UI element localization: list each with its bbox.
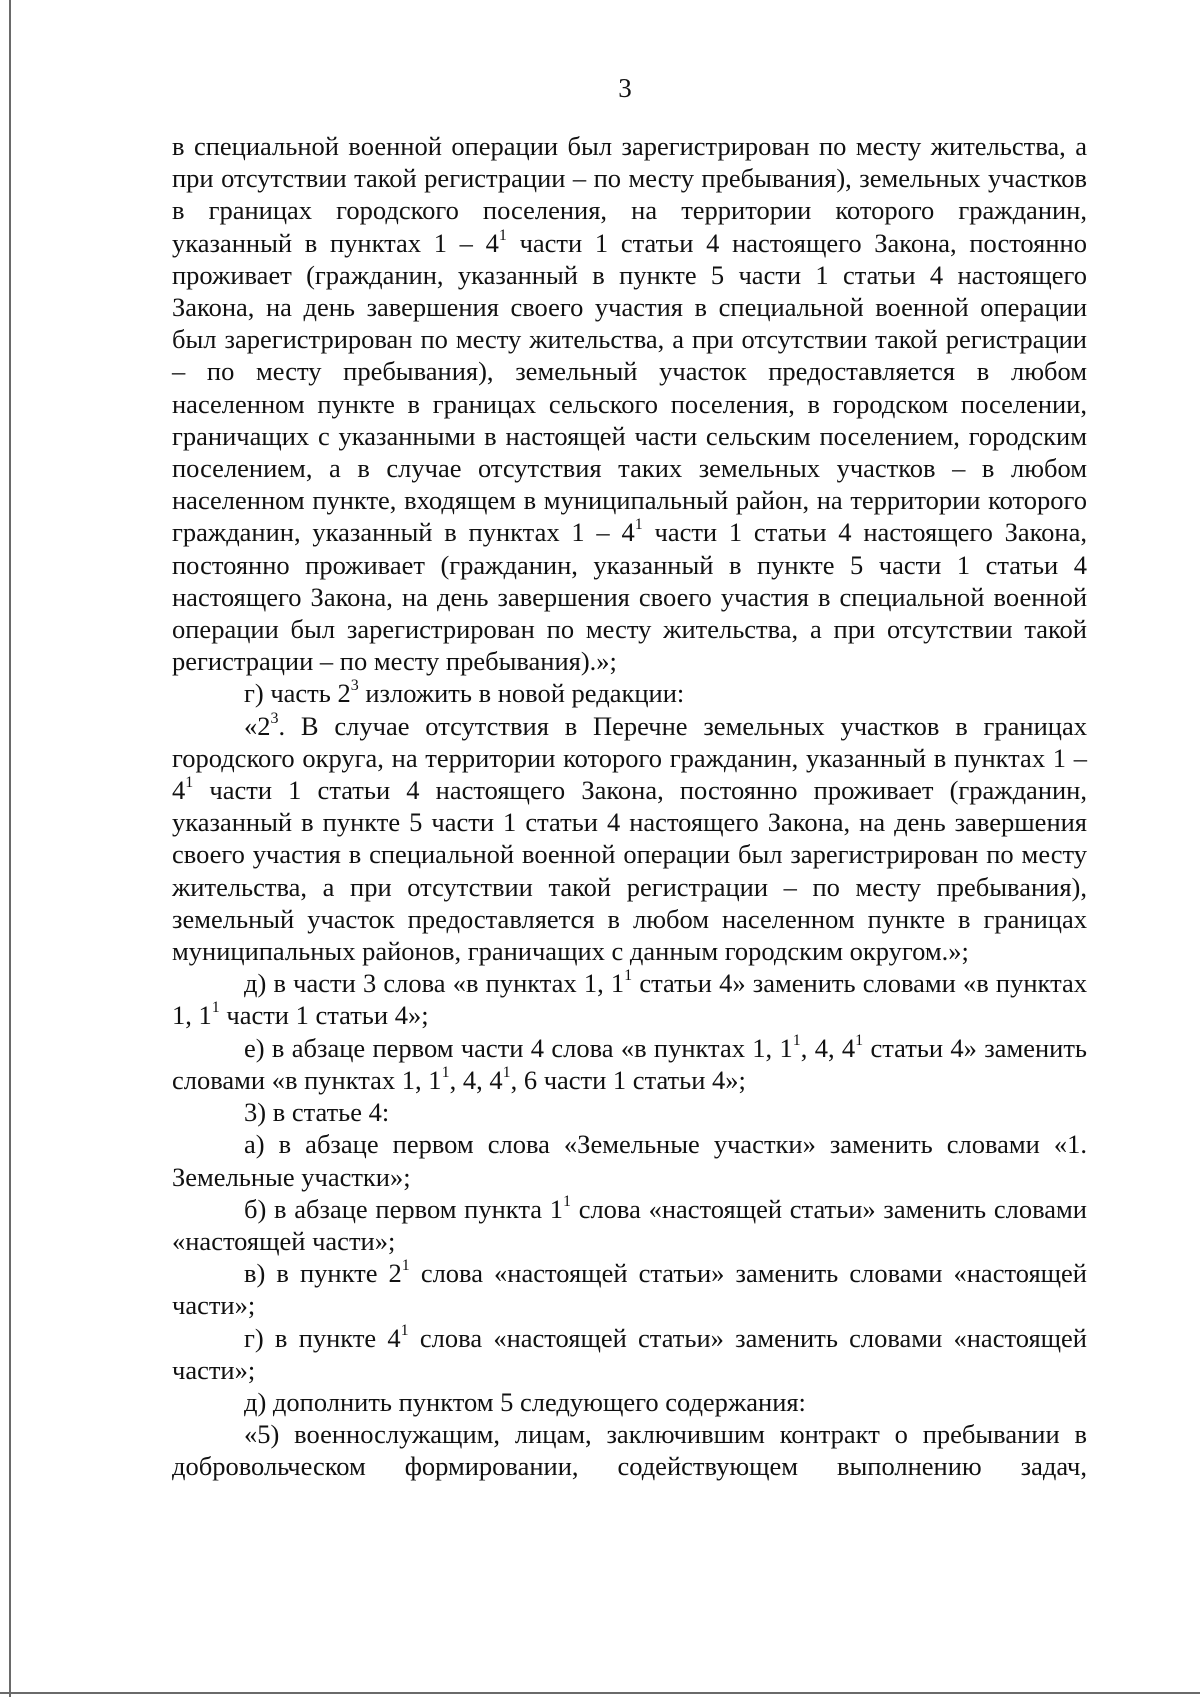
- scan-edge-left: [9, 0, 11, 1697]
- text-run: г) часть 2: [244, 678, 351, 709]
- text-run: слова «настоящей статьи» заменить словами «настоящей части»;: [172, 1193, 1087, 1256]
- paragraph: [172, 710, 1087, 968]
- text-run: части 1 статьи 4»;: [219, 1000, 429, 1031]
- paragraph: [172, 1096, 1087, 1128]
- superscript-index: 1: [624, 967, 633, 985]
- text-run: части 1 статьи 4 настоящего Закона, постоянно проживает (гражданин, указанный в пункте 5 части 1 статьи 4 настоящего Закона, на день завершения своего участия в специальной военной операции был зарегистрирован по месту жительства, а при отсутствии такой регистрации – по месту пребывания).»;: [172, 517, 1087, 677]
- text-run: . В случае отсутствия в Перечне земельных участков в границах городского округа, на территории которого гражданин, указанный в пунктах 1 – 4: [172, 710, 1087, 806]
- superscript-index: 1: [441, 1063, 450, 1081]
- text-run: в) в пункте 2: [244, 1258, 402, 1289]
- superscript-index: 3: [270, 709, 279, 727]
- paragraph: [172, 1386, 1087, 1418]
- text-run: изложить в новой редакции:: [358, 678, 685, 709]
- text-run: «5) военнослужащим, лицам, заключившим контракт о пребывании в добровольческом формировании, содействующем выполнению задач,: [172, 1419, 1087, 1482]
- paragraph: [172, 1128, 1087, 1192]
- text-run: б) в абзаце первом пункта 1: [244, 1193, 563, 1224]
- text-run: 3) в статье 4:: [244, 1097, 390, 1128]
- scan-edge-bottom: [0, 1692, 1200, 1694]
- superscript-index: 1: [634, 516, 643, 534]
- text-run: , 4, 4: [800, 1032, 856, 1063]
- superscript-index: 1: [185, 774, 194, 792]
- text-run: слова «настоящей статьи» заменить словами «настоящей части»;: [172, 1258, 1087, 1321]
- text-run: д) дополнить пунктом 5 следующего содержания:: [244, 1386, 806, 1417]
- text-run: статьи 4» заменить словами «в пунктах 1, 1: [172, 1032, 1088, 1095]
- paragraph: [172, 1257, 1087, 1321]
- text-run: а) в абзаце первом слова «Земельные участки» заменить словами «1. Земельные участки»;: [172, 1129, 1087, 1192]
- text-run: , 4, 4: [449, 1064, 503, 1095]
- text-run: , 6 части 1 статьи 4»;: [510, 1064, 746, 1095]
- text-run: г) в пункте 4: [244, 1322, 401, 1353]
- text-run: в специальной военной операции был зарегистрирован по месту жительства, а при отсутствии такой регистрации – по месту пребывания), земельных участков в границах городского поселения, на территории которого гражданин, указанный в пунктах 1 – 4: [172, 131, 1087, 258]
- superscript-index: 1: [792, 1031, 801, 1049]
- text-run: статьи 4» заменить словами «в пунктах 1, 1: [172, 968, 1087, 1031]
- superscript-index: 1: [401, 1257, 410, 1275]
- paragraph: [172, 1418, 1087, 1482]
- document-body: [172, 130, 1087, 1483]
- paragraph: [172, 1032, 1087, 1096]
- superscript-index: 1: [855, 1031, 864, 1049]
- superscript-index: 1: [502, 1063, 511, 1081]
- superscript-index: 1: [211, 999, 220, 1017]
- paragraph: [172, 1193, 1087, 1257]
- superscript-index: 1: [400, 1321, 409, 1339]
- text-run: е) в абзаце первом части 4 слова «в пунктах 1, 1: [244, 1032, 793, 1063]
- superscript-index: 1: [498, 226, 507, 244]
- text-run: д) в части 3 слова «в пунктах 1, 1: [244, 968, 625, 999]
- page-number: 3: [618, 73, 632, 103]
- text-run: «2: [244, 710, 271, 741]
- paragraph: [172, 677, 1087, 709]
- text-run: части 1 статьи 4 настоящего Закона, постоянно проживает (гражданин, указанный в пункте 5 части 1 статьи 4 настоящего Закона, на день завершения своего участия в специальной военной операции был зарегистрирован по месту жительства, а при отсутствии такой регистрации – по месту пребывания), земельный участок предоставляется в любом населенном пункте в границах сельского поселения, в городском поселении, граничащих с указанными в настоящей части сельским поселением, городским поселением, а в случае отсутствия таких земельных участков – в любом населенном пункте, входящем в муниципальный район, на территории которого гражданин, указанный в пунктах 1 – 4: [172, 227, 1087, 548]
- text-run: части 1 статьи 4 настоящего Закона, постоянно проживает (гражданин, указанный в пункте 5 части 1 статьи 4 настоящего Закона, на день завершения своего участия в специальной военной операции был зарегистрирован по месту жительства, а при отсутствии такой регистрации – по месту пребывания), земельный участок предоставляется в любом населенном пункте в границах муниципальных районов, граничащих с данным городским округом.»;: [172, 775, 1087, 967]
- paragraph: [172, 1322, 1087, 1386]
- superscript-index: 3: [350, 677, 359, 695]
- paragraph: [172, 967, 1087, 1031]
- text-run: слова «настоящей статьи» заменить словами «настоящей части»;: [172, 1322, 1087, 1385]
- superscript-index: 1: [562, 1192, 571, 1210]
- paragraph: [172, 130, 1087, 677]
